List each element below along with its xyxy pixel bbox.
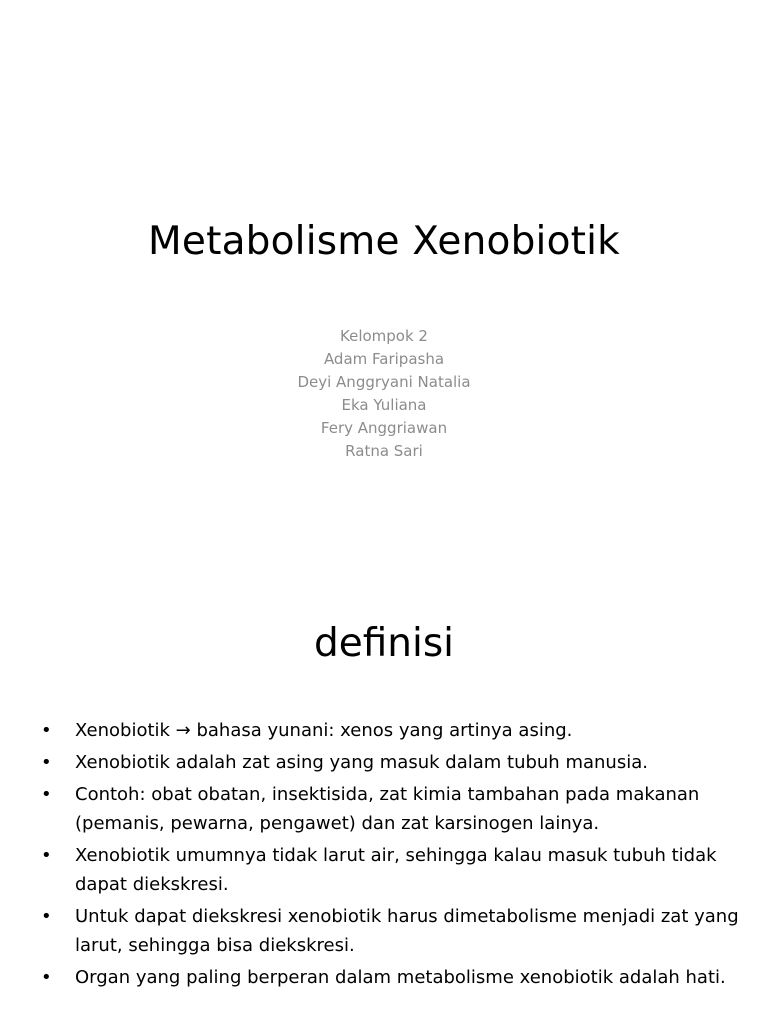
bullet-item	[40, 841, 745, 899]
bullet-text: Contoh: obat obatan, insektisida, zat kimia tambahan pada makanan (pemanis, pewarna, pengawet) dan zat karsinogen lainya.	[75, 784, 700, 834]
bullet-list	[40, 716, 745, 995]
subtitle-line: Deyi Anggryani Natalia	[297, 373, 471, 391]
bullet-text: Xenobiotik adalah zat asing yang masuk dalam tubuh manusia.	[75, 752, 648, 773]
bullet-icon: •	[41, 845, 52, 866]
bullet-text: Xenobiotik umumnya tidak larut air, sehingga kalau masuk tubuh tidak dapat diekskresi.	[75, 845, 717, 895]
bullet-item	[40, 716, 745, 745]
bullet-icon: •	[41, 752, 52, 773]
subtitle-line: Kelompok 2	[340, 327, 428, 345]
slide-subtitle	[0, 325, 768, 463]
bullet-icon: •	[41, 906, 52, 927]
bullet-item	[40, 963, 745, 992]
bullet-text: Untuk dapat diekskresi xenobiotik harus dimetabolisme menjadi zat yang larut, sehingga bisa diekskresi.	[75, 906, 739, 956]
bullet-text: Xenobiotik → bahasa yunani: xenos yang artinya asing.	[75, 720, 573, 741]
bullet-icon: •	[41, 784, 52, 805]
subtitle-line: Eka Yuliana	[341, 396, 427, 414]
bullet-item	[40, 780, 745, 838]
bullet-icon: •	[41, 967, 52, 988]
definition-slide	[0, 576, 768, 1024]
subtitle-line: Fery Anggriawan	[320, 419, 448, 437]
bullet-text: Organ yang paling berperan dalam metabolisme xenobiotik adalah hati.	[75, 967, 726, 988]
subtitle-line: Adam Faripasha	[323, 350, 445, 368]
subtitle-line: Ratna Sari	[345, 442, 423, 460]
bullet-icon: •	[41, 720, 52, 741]
slide-heading: definisi	[313, 621, 455, 666]
bullet-item	[40, 748, 745, 777]
slide-title: Metabolisme Xenobiotik	[148, 219, 620, 264]
bullet-item	[40, 902, 745, 960]
